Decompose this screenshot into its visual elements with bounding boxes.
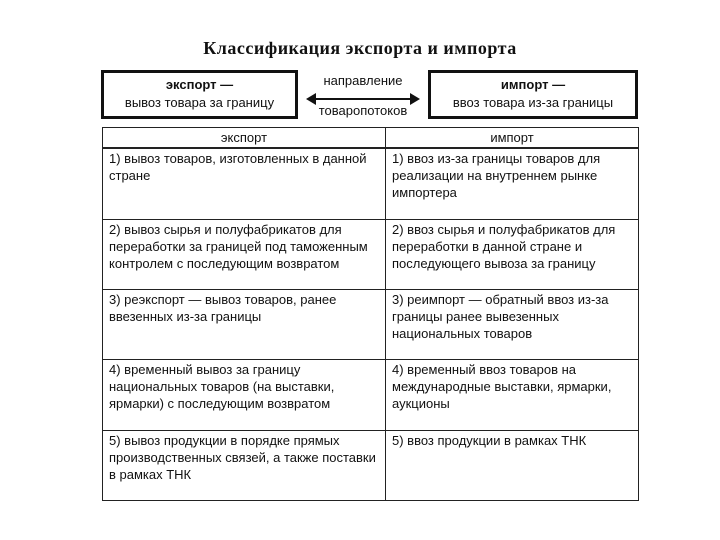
export-definition-head: экспорт — [165,77,234,92]
flows-label: товаропотоков [318,103,408,118]
direction-label: направление [323,73,403,88]
import-cell: 3) реимпорт — обратный ввоз из-за границы ранее вывезенных национальных товаров [386,289,639,359]
import-definition-head: импорт — [500,77,566,92]
table-row [103,148,639,219]
classification-table [102,127,639,501]
export-cell: 3) реэкспорт — вывоз товаров, ранее ввезенных из-за границы [103,289,386,359]
table-row [103,289,639,359]
import-cell: 1) ввоз из-за границы товаров для реализации на внутреннем рынке импортера [386,148,639,219]
export-cell: 5) вывоз продукции в порядке прямых производственных связей, а также поставки в рамках ТНК [103,430,386,500]
export-cell: 2) вывоз сырья и полуфабрикатов для переработки за границей под таможенным контролем с последующим возвратом [103,219,386,289]
table-header-row [103,128,639,149]
import-definition-box [428,70,638,119]
export-definition-box [101,70,298,119]
page-title: Классификация экспорта и импорта [203,38,517,58]
export-definition-body: вывоз товара за границу [124,95,275,110]
export-cell: 4) временный вывоз за границу национальных товаров (на выставки, ярмарки) с последующим возвратом [103,360,386,430]
import-column-header: импорт [386,128,639,149]
export-column-header: экспорт [103,128,386,149]
import-definition-body: ввоз товара из-за границы [452,95,614,110]
export-cell: 1) вывоз товаров, изготовленных в данной стране [103,148,386,219]
import-cell: 2) ввоз сырья и полуфабрикатов для переработки в данной стране и последующего вывоза за границу [386,219,639,289]
table-row [103,360,639,430]
import-cell: 4) временный ввоз товаров на международные выставки, ярмарки, аукционы [386,360,639,430]
table-row [103,219,639,289]
import-cell: 5) ввоз продукции в рамках ТНК [386,430,639,500]
table-row [103,430,639,500]
